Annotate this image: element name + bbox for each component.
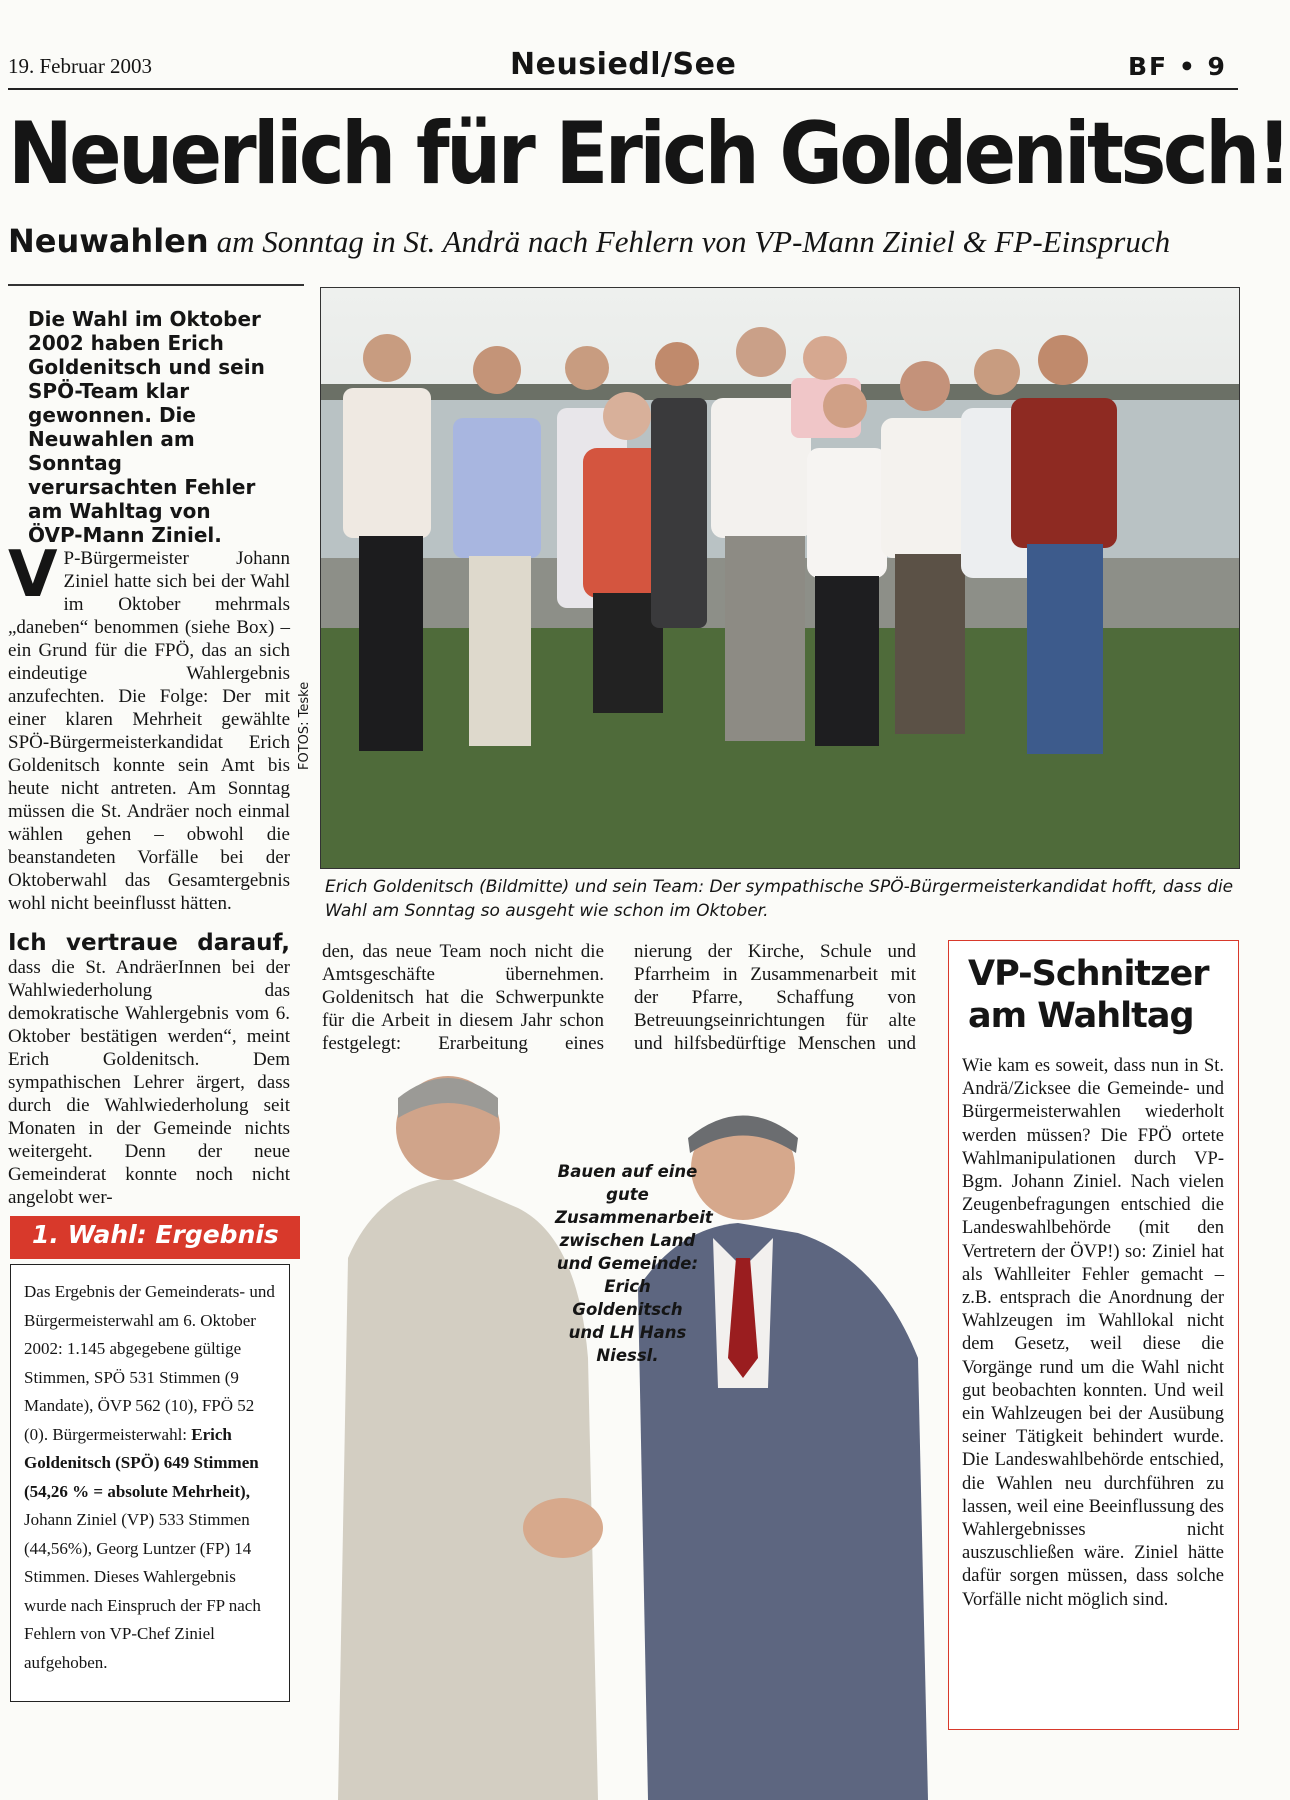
subhead-keyword: Neuwahlen [8, 222, 209, 260]
handshake-caption: Bauen auf eine gute Zusammenarbeit zwischen Land und Gemeinde: Erich Goldenitsch und LH Hans Niessl. [555, 1162, 713, 1365]
page-number: BF • 9 [1128, 52, 1227, 81]
article-body-col1b [8, 932, 290, 1209]
results-text-b: Johann Ziniel (VP) 533 Stimmen (44,56%), Georg Luntzer (FP) 14 Stimmen. Dieses Wahlergebnis wurde nach Einspruch der FP nach Fehlern von VP-Chef Ziniel aufgehoben. [24, 1510, 261, 1672]
results-box-header [10, 1216, 300, 1259]
headline: Neuerlich für Erich Goldenitsch! [8, 104, 1289, 204]
drop-cap: V [8, 538, 58, 612]
results-text-a: Das Ergebnis der Gemeinderats- und Bürgermeisterwahl am 6. Oktober 2002: 1.145 abgegebene gültige Stimmen, SPÖ 531 Stimmen (9 Mandate), ÖVP 562 (10), FPÖ 52 (0). Bürgermeisterwahl: [24, 1282, 275, 1444]
section-title: Neusiedl/See [510, 47, 737, 82]
header-rule [8, 88, 1238, 90]
subhead-text: am Sonntag in St. Andrä nach Fehlern von VP-Mann Ziniel & FP-Einspruch [216, 224, 1171, 259]
col2-text: den, das neue Team noch nicht die Amtsgeschäfte übernehmen. Goldenitsch hat die Schwerpunkte für die Arbeit in diesem Jahr schon festgelegt: Erarbeitung eines [322, 941, 604, 1054]
sidebar-title: VP-Schnitzer am Wahltag [968, 954, 1209, 1036]
team-photo-caption: Erich Goldenitsch (Bildmitte) und sein Team: Der sympathische SPÖ-Bürgermeisterkandidat hofft, dass die Wahl am Sonntag so ausgeht wie schon im Oktober. [325, 877, 1234, 921]
lead-rule [8, 284, 304, 286]
results-text-bold: Erich Goldenitsch (SPÖ) 649 Stimmen (54,26 % = absolute Mehrheit), [24, 1424, 259, 1501]
subheadline [8, 222, 1170, 260]
col1b-text: dass die St. AndräerInnen bei der Wahlwiederholung das demokratische Wahlergebnis vom 6. Oktober bestätigen werden“, meint Erich Goldenitsch. Dem sympathischen Lehrer ärgert, dass durch die Wahlwiederholung seit Monaten in der Gemeinde nichts weitergeht. Denn der neue Gemeinderat konnte noch nicht angelobt wer- [8, 957, 290, 1208]
col3-text: nierung der Kirche, Schule und Pfarrheim in Zusammenarbeit mit der Pfarre, Schaffung von Betreuungseinrichtungen für alte und hilfsbedürftige Menschen und [634, 941, 916, 1054]
quote-runin: Ich vertraue darauf, [8, 930, 290, 956]
col1-text: P-Bürgermeister Johann Ziniel hatte sich bei der Wahl im Oktober mehrmals „daneben“ benommen (siehe Box) – ein Grund für die FPÖ, das an sich eindeutige Wahlergebnis anzufechten. Die Folge: Der mit einer klaren Mehrheit gewählte SPÖ-Bürgermeisterkandidat Erich Goldenitsch konnte sein Amt bis heute nicht antreten. Am Sonntag müssen die St. Andräer noch einmal wählen gehen – obwohl die beanstandeten Vorfälle bei der Oktoberwahl das Gesamtergebnis wohl nicht beeinflusst hätten. [8, 548, 290, 914]
lead-paragraph: Die Wahl im Oktober 2002 haben Erich Goldenitsch und sein SPÖ-Team klar gewonnen. Die Neuwahlen am Sonntag verursachten Fehler am Wahltag von ÖVP-Mann Ziniel. [28, 307, 265, 547]
sidebar-text: Wie kam es soweit, dass nun in St. Andrä/Zicksee die Gemeinde- und Bürgermeisterwahlen wiederholt werden müssen? Die FPÖ ortete Wahlmanipulationen durch VP-Bgm. Johann Ziniel. Nach vielen Zeugenbefragungen entschied die Landeswahlbehörde (mit den Vertretern der ÖVP!) so: Ziniel hat als Wahlleiter Fehler gemacht – z.B. entsprach die Anordnung der Wahlzeugen im Wahllokal nicht dem Gesetz, weil diese die Vorgänge rund um die Wahl nicht gut beobachten konnten. Und weil ein Wahlzeugen bei der Ausübung seiner Tätigkeit behindert wurde. Die Landeswahlbehörde entschied, die Wahlen neu durchführen zu lassen, weil eine Beeinflussung des Wahlergebnisses nicht auszuschließen wäre. Ziniel hätte dafür sorgen müssen, dass solche Vorfälle nicht möglich sind. [962, 1056, 1224, 1610]
photo-credit: FOTOS: Teske [297, 681, 312, 770]
issue-date: 19. Februar 2003 [8, 54, 153, 78]
article-body-col1 [8, 538, 290, 915]
team-photo-illustration [321, 288, 1239, 868]
team-photo [320, 287, 1240, 869]
results-box-title: 1. Wahl: Ergebnis [32, 1220, 279, 1249]
results-box-text [24, 1278, 280, 1677]
